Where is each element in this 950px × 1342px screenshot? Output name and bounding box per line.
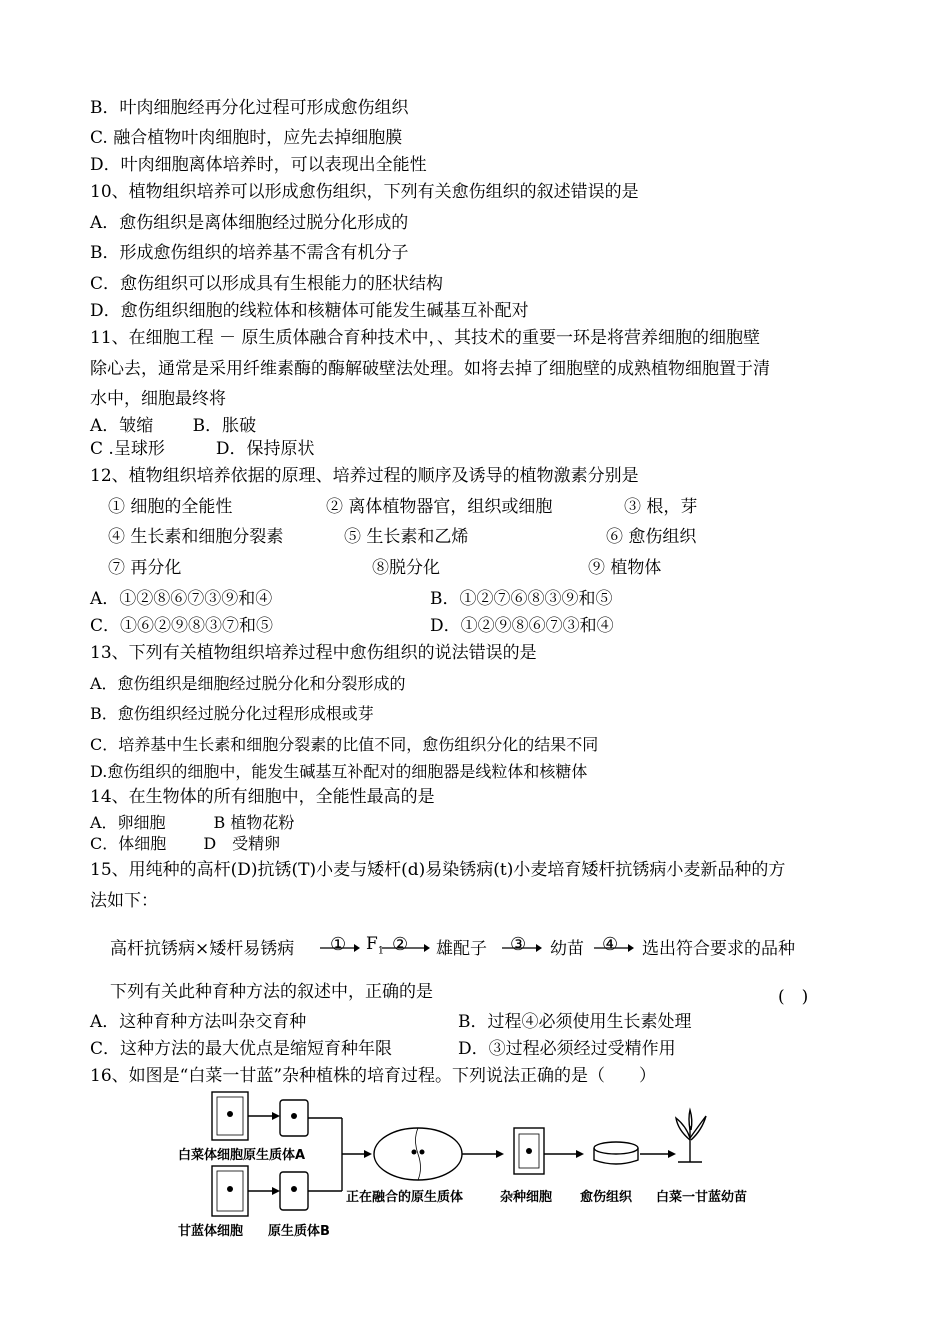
q12-stem: 12、植物组织培养依据的原理、培养过程的顺序及诱导的植物激素分别是 xyxy=(90,466,639,486)
q12-option-b: B．①②⑦⑥⑧③⑨和⑤ xyxy=(430,589,613,609)
q15-option-a: A．这种育种方法叫杂交育种 xyxy=(90,1012,307,1032)
q15-stem-line1: 15、用纯种的高杆(D)抗锈(T)小麦与矮杆(d)易染锈病(t)小麦培育矮杆抗锈病小麦新品种的方 xyxy=(90,860,786,880)
flow-step-2-label: ② xyxy=(392,934,409,955)
q15-stem-line2: 法如下： xyxy=(90,891,158,911)
label-fusing: 正在融合的原生质体 xyxy=(346,1190,464,1205)
q9-option-b: B．叶肉细胞经再分化过程可形成愈伤组织 xyxy=(90,98,409,118)
label-protoplast-a: 白菜体细胞原生质体A xyxy=(178,1148,306,1163)
q10-option-a: A．愈伤组织是离体细胞经过脱分化形成的 xyxy=(90,213,409,233)
q11-stem-line1: 11、在细胞工程 － 原生质体融合育种技术中，、其技术的重要一环是将营养细胞的细胞壁 xyxy=(90,328,760,348)
flow-start: 高杆抗锈病×矮杆易锈病 xyxy=(110,939,295,959)
q9-option-c: C. 融合植物叶肉细胞时，应先去掉细胞膜 xyxy=(90,128,403,148)
arrow-icon xyxy=(320,942,360,954)
flow-f1: $F_1$ xyxy=(366,934,385,957)
q13-stem: 13、下列有关植物组织培养过程中愈伤组织的说法错误的是 xyxy=(90,643,537,663)
q12-item-6: ⑥ 愈伤组织 xyxy=(606,527,697,547)
q12-item-9: ⑨ 植物体 xyxy=(588,558,662,578)
hybrid-cultivation-diagram xyxy=(170,1088,790,1248)
q13-option-c: C．培养基中生长素和细胞分裂素的比值不同，愈伤组织分化的结果不同 xyxy=(90,735,599,754)
q12-option-c: C．①⑥②⑨⑧③⑦和⑤ xyxy=(90,616,274,636)
q11-stem-line3: 水中，细胞最终将 xyxy=(90,389,226,409)
q10-option-c: C．愈伤组织可以形成具有生根能力的胚状结构 xyxy=(90,274,444,294)
label-kale-cell: 甘蓝体细胞 xyxy=(178,1224,244,1239)
answer-blank: ( ) xyxy=(778,987,809,1007)
q13-option-d: D.愈伤组织的细胞中，能发生碱基互补配对的细胞器是线粒体和核糖体 xyxy=(90,762,588,781)
q15-option-c: C．这种方法的最大优点是缩短育种年限 xyxy=(90,1039,393,1059)
q12-item-5: ⑤ 生长素和乙烯 xyxy=(344,527,469,547)
q12-item-2: ② 离体植物器官，组织或细胞 xyxy=(326,497,553,517)
flow-seedling: 幼苗 xyxy=(550,939,584,959)
q11-options-cd: C .呈球形 D．保持原状 xyxy=(90,439,315,459)
q11-options-ab: A．皱缩 B．胀破 xyxy=(90,416,257,436)
q14-options-cd: C．体细胞 D 受精卵 xyxy=(90,834,281,853)
flow-step-4-label: ④ xyxy=(602,934,619,955)
diagram-graphic xyxy=(170,1088,790,1248)
q16-stem: 16、如图是“白菜一甘蓝”杂种植株的培育过程。下列说法正确的是（ ） xyxy=(90,1066,657,1086)
label-callus: 愈伤组织 xyxy=(580,1190,633,1205)
q10-option-d: D．愈伤组织细胞的线粒体和核糖体可能发生碱基互补配对 xyxy=(90,301,529,321)
arrow-icon xyxy=(382,942,430,954)
flow-step-1-label: ① xyxy=(330,934,347,955)
q9-option-d: D．叶肉细胞离体培养时，可以表现出全能性 xyxy=(90,155,427,175)
q15-option-b: B．过程④必须使用生长素处理 xyxy=(458,1012,692,1032)
q12-item-4: ④ 生长素和细胞分裂素 xyxy=(108,527,284,547)
q15-option-d: D．③过程必须经过受精作用 xyxy=(458,1039,676,1059)
label-protoplast-b: 原生质体B xyxy=(268,1224,330,1239)
q15-question: 下列有关此种育种方法的叙述中，正确的是 xyxy=(110,982,433,1002)
callus xyxy=(594,1148,638,1164)
q12-item-7: ⑦ 再分化 xyxy=(108,558,182,578)
q12-item-1: ① 细胞的全能性 xyxy=(108,497,233,517)
flow-step-3-label: ③ xyxy=(510,934,527,955)
q12-item-3: ③ 根，芽 xyxy=(624,497,698,517)
q12-option-d: D．①②⑨⑧⑥⑦③和④ xyxy=(430,616,614,636)
q13-option-a: A．愈伤组织是细胞经过脱分化和分裂形成的 xyxy=(90,674,406,693)
q13-option-b: B．愈伤组织经过脱分化过程形成根或芽 xyxy=(90,704,374,723)
q12-item-8: ⑧脱分化 xyxy=(372,558,440,578)
arrow-icon xyxy=(594,942,634,954)
q14-options-ab: A．卵细胞 B 植物花粉 xyxy=(90,813,295,832)
flow-end: 选出符合要求的品种 xyxy=(642,939,795,959)
arrow-icon xyxy=(502,942,542,954)
q14-stem: 14、在生物体的所有细胞中，全能性最高的是 xyxy=(90,787,435,807)
breeding-flow xyxy=(110,922,830,972)
q12-option-a: A．①②⑧⑥⑦③⑨和④ xyxy=(90,589,273,609)
q11-stem-line2: 除心去，通常是采用纤维素酶的酶解破壁法处理。如将去掉了细胞壁的成熟植物细胞置于清 xyxy=(90,359,770,379)
q10-option-b: B．形成愈伤组织的培养基不需含有机分子 xyxy=(90,243,409,263)
flow-gamete: 雄配子 xyxy=(436,939,487,959)
q10-stem: 10、植物组织培养可以形成愈伤组织，下列有关愈伤组织的叙述错误的是 xyxy=(90,182,639,202)
label-seedling: 白菜一甘蓝幼苗 xyxy=(656,1190,748,1205)
label-hybrid-cell: 杂种细胞 xyxy=(500,1190,553,1205)
